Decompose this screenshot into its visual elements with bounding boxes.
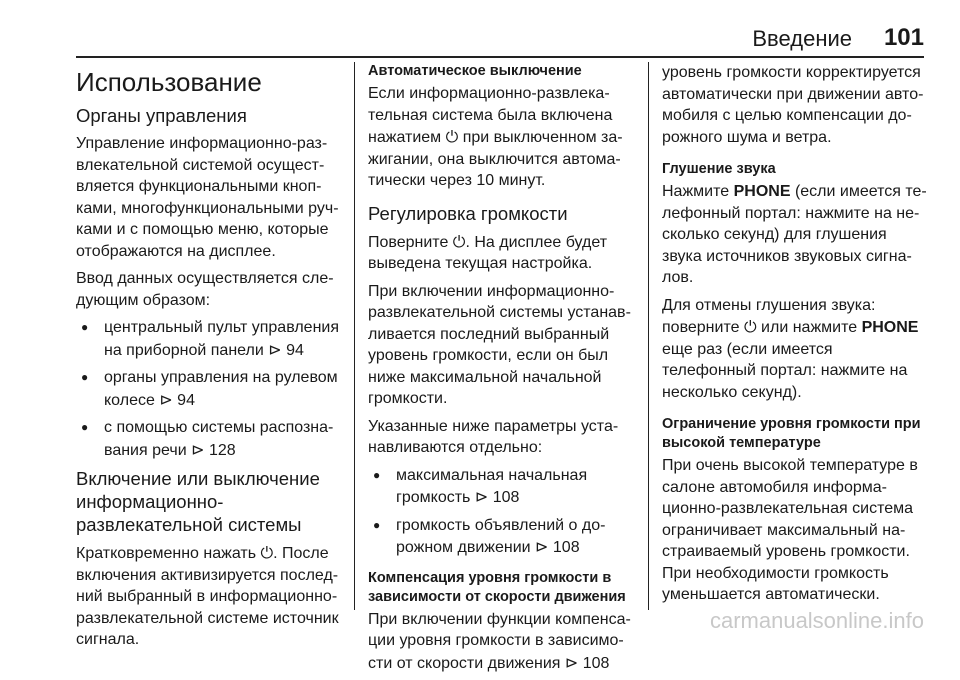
heading-power: Включение или выключение информационно-развлекательной системы bbox=[76, 468, 320, 535]
page-reference-arrow-icon: ⊳ bbox=[474, 487, 489, 506]
power-knob-icon: ⏻ bbox=[445, 127, 459, 146]
heading-speed-compensation: Компенсация уровня громкости в зависимости от скорости движения bbox=[368, 569, 626, 605]
list-item: ● центральный пульт управления на приборной панели ⊳ 94 bbox=[76, 317, 344, 361]
page-reference[interactable]: 94 bbox=[286, 341, 304, 359]
page-reference[interactable]: 108 bbox=[552, 539, 580, 556]
page-reference-arrow-icon: ⊳ bbox=[191, 439, 205, 459]
page-reference-arrow-icon: ⊳ bbox=[564, 652, 579, 672]
paragraph: Нажмите PHONE (если имеется телефонный портал: нажмите на несколько секунд) для глушения звука источников звуковых сигналов. bbox=[662, 183, 927, 286]
paragraph: При очень высокой температуре в салоне автомобиля информационно-развлекательная система ограничивает максимальный настраиваемый уровень громкости. При необходимости громкость уменьшается автоматически. bbox=[662, 457, 918, 603]
heading-controls: Органы управления bbox=[76, 105, 247, 126]
paragraph: Управление информационно-развлекательной системой осуществляется функциональными кнопками, многофункциональными ручками и с помощью меню, которые отображаются на дисплее. bbox=[76, 135, 339, 260]
list-item: ● максимальная начальная громкость ⊳ 108 bbox=[368, 465, 638, 509]
section-title: Введение bbox=[752, 26, 852, 51]
page-reference-arrow-icon: ⊳ bbox=[159, 389, 173, 409]
heading-volume: Регулировка громкости bbox=[368, 202, 568, 224]
phone-button-label: PHONE bbox=[861, 319, 919, 336]
watermark: carmanualsonline.info bbox=[709, 608, 924, 633]
header-rule bbox=[76, 56, 924, 58]
list-item: ● громкость объявлений о дорожном движении ⊳ 108 bbox=[368, 515, 638, 559]
page-reference[interactable]: 108 bbox=[582, 654, 610, 672]
paragraph: При включении функции компенсации уровня громкости в зависимости от скорости движения ⊳ 108 bbox=[368, 610, 631, 672]
page-reference-arrow-icon: ⊳ bbox=[535, 537, 549, 556]
power-knob-icon: ⏻ bbox=[743, 317, 757, 336]
page-reference[interactable]: 94 bbox=[177, 391, 195, 409]
paragraph: уровень громкости корректируется автоматически при движении автомобиля с целью компенсации дорожного шума и ветра. bbox=[662, 64, 924, 146]
column-3 bbox=[662, 62, 928, 612]
column-divider-1 bbox=[354, 62, 355, 610]
heading-auto-off: Автоматическое выключение bbox=[368, 63, 582, 79]
paragraph: Если информационно-развлекательная система была включена нажатием ⏻ при выключенном зажигании, она выключится автоматически через 10 минут. bbox=[368, 85, 623, 189]
paragraph: Ввод данных осуществляется следующим образом: bbox=[76, 270, 334, 309]
page-reference[interactable]: 128 bbox=[208, 441, 236, 459]
heading-mute: Глушение звука bbox=[662, 161, 776, 177]
paragraph: Поверните ⏻. На дисплее будет выведена текущая настройка. bbox=[368, 231, 608, 272]
column-divider-2 bbox=[648, 62, 649, 610]
page-reference-arrow-icon: ⊳ bbox=[268, 339, 282, 359]
power-knob-icon: ⏻ bbox=[260, 543, 274, 562]
bullet-list bbox=[76, 317, 344, 461]
column-1 bbox=[76, 62, 344, 657]
chapter-title: Использование bbox=[76, 67, 262, 97]
list-item: ● органы управления на рулевом колесе ⊳ 94 bbox=[76, 367, 344, 411]
list-item: ● с помощью системы распознавания речи ⊳ 128 bbox=[76, 417, 344, 461]
column-2 bbox=[368, 62, 638, 680]
paragraph: Для отмены глушения звука: поверните ⏻ или нажмите PHONE еще раз (если имеется телефонный портал: нажмите на несколько секунд). bbox=[662, 296, 919, 401]
paragraph: При включении информационно-развлекательной системы устанавливается последний выбранный уровень громкости, если он был ниже максимальной начальной громкости. bbox=[368, 282, 631, 407]
heading-temperature-limit: Ограничение уровня громкости при высокой температуре bbox=[662, 416, 921, 451]
paragraph: Кратковременно нажать ⏻. После включения активизируется последний выбранный в информационно-развлекательной системе источник сигнала. bbox=[76, 543, 339, 648]
bullet-list bbox=[368, 465, 638, 559]
paragraph: Указанные ниже параметры устанавливаются отдельно: bbox=[368, 417, 619, 456]
phone-button-label: PHONE bbox=[733, 183, 791, 200]
page-number: 101 bbox=[883, 24, 924, 51]
page-reference[interactable]: 108 bbox=[492, 489, 520, 506]
power-knob-icon: ⏻ bbox=[452, 231, 466, 251]
page-header bbox=[0, 0, 960, 54]
